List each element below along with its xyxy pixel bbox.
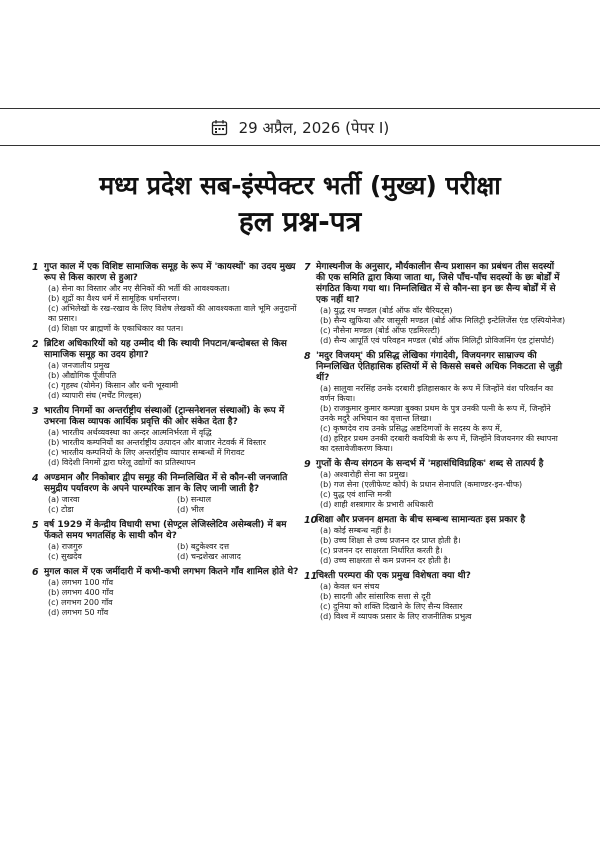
paper-label: (पेपर I) (345, 119, 390, 137)
answer-option: (c) टोडा (48, 505, 74, 514)
answer-option: (b) बटुकेश्वर दत्त (177, 542, 230, 551)
answer-option: (c) सुखदेव (48, 552, 82, 561)
question-text: वर्ष 1929 में केन्द्रीय विधायी सभा (सेण्ट्रल लेजिस्लेटिव असेम्बली) में बम फेंकते समय भगतसिंह के साथी कौन थे? (44, 520, 287, 541)
question-text: मेगास्थनीज के अनुसार, मौर्यकालीन सैन्य प्रशासन का प्रबंधन तीस सदस्यों की एक समिति द्वारा किया जाता था, जिसे पाँच-पाँच सदस्यों के छः बोर्डों में संगठित किया गया था। निम्नलिखित में से कौन-सा इन छः सैन्य बोर्डों में से एक नहीं था? (316, 262, 560, 305)
answer-option: (a) सेना का विस्तार और नए सैनिकों की भर्ती की आवश्यकता। (48, 284, 230, 293)
answer-option: (b) उच्च शिक्षा से उच्च प्रजनन दर प्राप्त होती है। (320, 536, 461, 545)
question-item (32, 473, 306, 515)
answer-option: (c) प्रजनन दर साक्षरता निर्धारित करती है। (320, 546, 443, 555)
answer-options-grid (48, 495, 306, 515)
answer-option: (a) जारवा (48, 495, 80, 504)
question-text: भारतीय निगमों का अन्तर्राष्ट्रीय संस्थाओं (ट्रान्सनेशनल संस्थाओं) के रूप में उभरना किस व्यापक आर्थिक प्रवृत्ति की ओर संकेत देता है? (44, 406, 285, 427)
question-number: 5 (32, 520, 39, 531)
answer-option: (d) विश्व में व्यापक प्रसार के लिए राजनीतिक प्रभुत्व (320, 612, 472, 621)
question-item (32, 339, 306, 401)
question-text: 'मदुर विजयम्' की प्रसिद्ध लेखिका गंगादेवी, विजयनगर साम्राज्य की निम्नलिखित ऐतिहासिक हस्तियों में से किससे सबसे अधिक निकटता से जुड़ी थीं? (316, 351, 563, 383)
exam-title: मध्य प्रदेश सब-इंस्पेक्टर भर्ती (मुख्य) परीक्षा (99, 171, 501, 200)
question-item (304, 571, 566, 622)
answer-option: (c) गृहस्थ (योमेन) किसान और धनी भूस्वामी (48, 381, 179, 390)
answer-option: (b) सैन्य खुफिया और जासूसी मण्डल (बोर्ड ऑफ मिलिट्री इन्टेलिजेंस एंड एस्पियोनेज) (320, 316, 566, 325)
question-text: अण्डमान और निकोबार द्वीप समूह की निम्नलिखित में से कौन-सी जनजाति समुद्रीय पर्यावरण के अपने पारम्परिक ज्ञान के लिए जानी जाती है? (44, 473, 288, 494)
exam-date-line (0, 118, 600, 138)
answer-option: (c) कृष्णदेव राय उनके प्रसिद्ध अष्टदिग्गजों के सदस्य के रूप में, (320, 424, 503, 433)
question-item (304, 459, 566, 510)
question-number: 10 (304, 515, 318, 526)
answer-option: (a) सालुवा नरसिंह उनके दरबारी इतिहासकार के रूप में जिन्होंने वंश परिवर्तन का वर्णन किया। (320, 384, 554, 403)
answer-option: (b) गज सेना (एलीफेण्ट कोर्प) के प्रधान सेनापति (कमाण्डर-इन-चीफ) (320, 480, 523, 489)
answer-option: (c) भारतीय कम्पनियों के लिए अन्तर्राष्ट्रीय व्यापार सम्बन्धों में गिरावट (48, 448, 245, 457)
answer-option: (d) लगभग 50 गाँव (48, 608, 109, 617)
question-item (304, 262, 566, 346)
question-item (32, 406, 306, 468)
calendar-icon (211, 119, 228, 136)
answer-option: (a) जनजातीय प्रमुख (48, 361, 110, 370)
answer-option: (b) सादगी और सांसारिक सत्ता से दूरी (320, 592, 431, 601)
answer-option: (d) विदेशी निगमों द्वारा घरेलू उद्योगों का प्रतिस्थापन (48, 458, 196, 467)
question-number: 9 (304, 459, 311, 470)
question-number: 4 (32, 473, 39, 484)
answer-option: (b) राजकुमार कुमार कम्पन्ना बुक्का प्रथम के पुत्र उनकी पत्नी के रूप में, जिन्होंने उनके मदुरै अभियान का वृत्तान्त लिखा। (320, 404, 551, 423)
question-number: 1 (32, 262, 39, 273)
question-item (304, 351, 566, 454)
answer-option: (b) सन्थाल (177, 495, 212, 504)
exam-date: 29 अप्रैल, 2026 (238, 119, 341, 137)
question-text: शिक्षा और प्रजनन क्षमता के बीच सम्बन्ध सामान्यतः इस प्रकार है (316, 515, 526, 525)
question-text: गुप्त काल में एक विशिष्ट सामाजिक समूह के रूप में 'कायस्थों' का उदय मुख्य रूप से किस कारण से हुआ? (44, 262, 296, 283)
answer-option: (a) लगभग 100 गाँव (48, 578, 114, 587)
question-number: 11 (304, 571, 318, 582)
answer-options-grid (48, 542, 306, 562)
answer-option: (c) लगभग 200 गाँव (48, 598, 113, 607)
question-item (32, 567, 306, 618)
answer-option: (a) राजगुरु (48, 542, 83, 551)
question-item (304, 515, 566, 566)
question-number: 3 (32, 406, 39, 417)
answer-option: (c) नौसेना मण्डल (बोर्ड ऑफ एडमिरल्टी) (320, 326, 441, 335)
answer-option: (d) उच्च साक्षरता से कम प्रजनन दर होती है। (320, 556, 451, 565)
questions-left-column (32, 262, 306, 623)
answer-option: (d) व्यापारी संघ (मर्चेंट गिल्ड्स) (48, 391, 142, 400)
answer-option: (b) भारतीय कम्पनियों का अन्तर्राष्ट्रीय उत्पादन और बाजार नेटवर्क में विस्तार (48, 438, 266, 447)
answer-option: (c) अभिलेखों के रख-रखाव के लिए विशेष लेखकों की आवश्यकता वाले भूमि अनुदानों का प्रसार। (48, 304, 297, 323)
answer-option: (c) दुनिया को शक्ति दिखाने के लिए सैन्य विस्तार (320, 602, 463, 611)
question-text: ब्रिटिश अधिकारियों को यह उम्मीद थी कि स्थायी निपटान/बन्दोबस्त से किस सामाजिक समूह का उदय होगा? (44, 339, 287, 360)
exam-subtitle: हल प्रश्न-पत्र (238, 205, 362, 238)
question-item (32, 262, 306, 334)
answer-option: (a) अश्वारोही सेना का प्रमुख। (320, 470, 409, 479)
question-number: 8 (304, 351, 311, 362)
questions-right-column (304, 262, 566, 627)
answer-option: (d) भील (177, 505, 204, 514)
answer-option: (b) लगभग 400 गाँव (48, 588, 114, 597)
answer-option: (d) हरिहर प्रथम उनकी दरबारी कवयित्री के रूप में, जिन्होंने विजयनगर की स्थापना का दस्तावेजीकरण किया। (320, 434, 558, 453)
question-number: 6 (32, 567, 39, 578)
answer-option: (d) शिक्षा पर ब्राह्मणों के एकाधिकार का पतन। (48, 324, 184, 333)
answer-option: (b) औद्योगिक पूँजीपति (48, 371, 117, 380)
question-text: मुगल काल में एक जमींदारी में कभी-कभी लगभग कितने गाँव शामिल होते थे? (44, 567, 299, 577)
answer-option: (d) सैन्य आपूर्ति एवं परिवहन मण्डल (बोर्ड ऑफ मिलिट्री प्रोविजनिंग एंड ट्रांसपोर्ट) (320, 336, 555, 345)
answer-option: (b) शूद्रों का वैश्य धर्म में सामूहिक धर्मान्तरण। (48, 294, 180, 303)
answer-option: (c) युद्ध एवं शान्ति मन्त्री (320, 490, 392, 499)
question-text: गुप्तों के सैन्य संगठन के सन्दर्भ में 'महासंधिविग्रहिक' शब्द से तात्पर्य है (316, 459, 544, 469)
question-number: 7 (304, 262, 311, 273)
answer-option: (a) युद्ध रथ मण्डल (बोर्ड ऑफ वॉर चैरियट्स) (320, 306, 453, 315)
answer-option: (d) चन्द्रशेखर आजाद (177, 552, 241, 561)
header-rule (0, 145, 600, 146)
top-rule (0, 108, 600, 109)
answer-option: (d) शाही शस्त्रागार के प्रभारी अधिकारी (320, 500, 434, 509)
answer-option: (a) कोई सम्बन्ध नहीं है। (320, 526, 392, 535)
question-text: चिश्ती परम्परा की एक प्रमुख विशेषता क्या थी? (316, 571, 471, 581)
answer-option: (a) भारतीय अर्थव्यवस्था का अन्दर आत्मनिर्भरता में वृद्धि (48, 428, 212, 437)
answer-option: (a) केवल धन संचय (320, 582, 380, 591)
question-item (32, 520, 306, 562)
question-number: 2 (32, 339, 39, 350)
